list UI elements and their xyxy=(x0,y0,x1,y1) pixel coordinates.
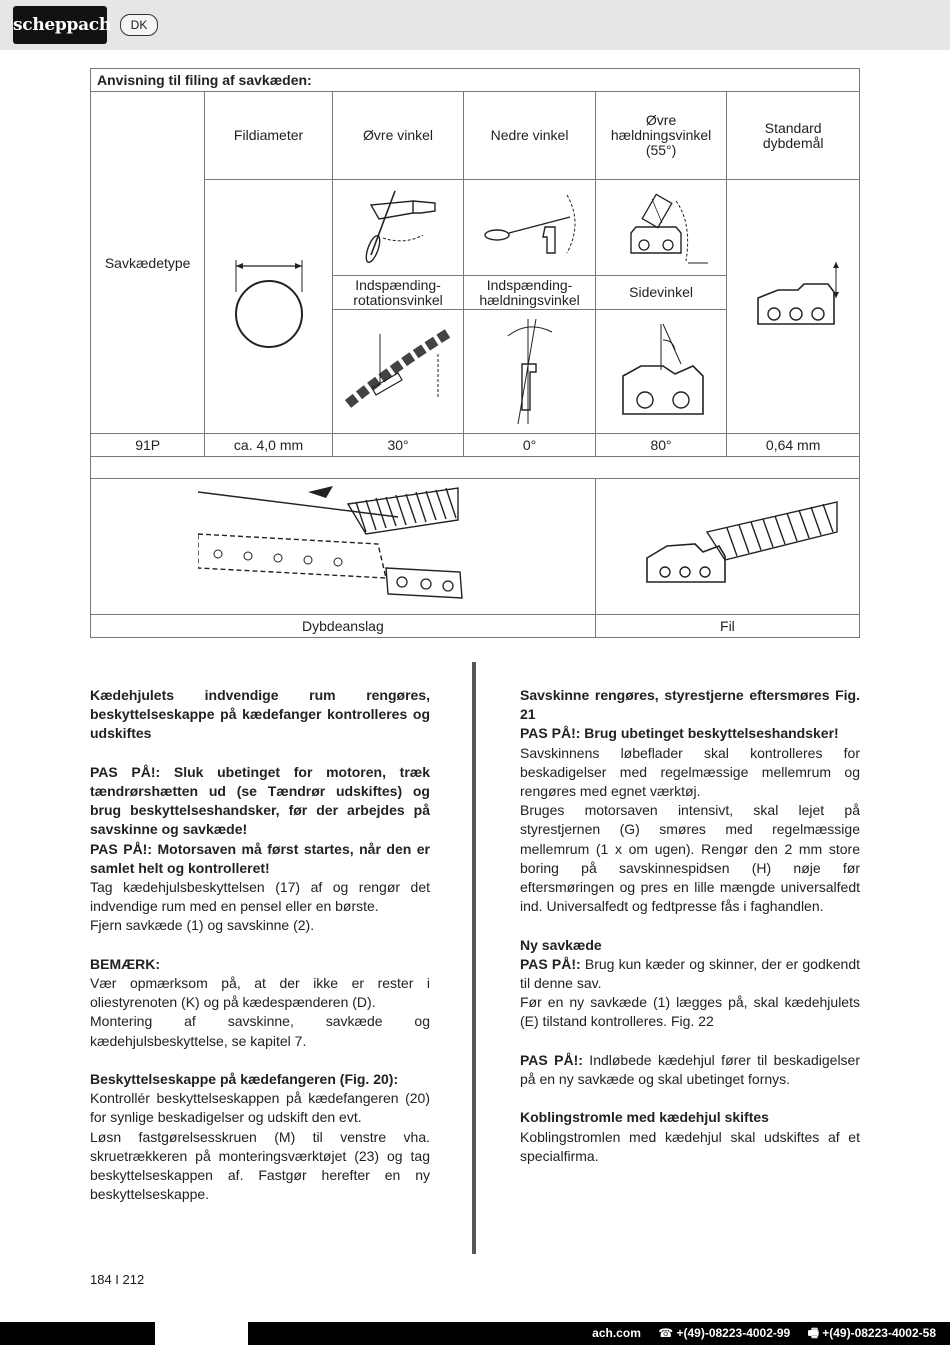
paragraph-spacer xyxy=(90,936,430,955)
warning-lead: PAS PÅ!: xyxy=(520,1051,583,1068)
file-caption: Fil xyxy=(595,615,859,638)
file-tilt-illustration xyxy=(475,183,585,273)
footer-bar xyxy=(0,1322,950,1345)
footer-block-left xyxy=(0,1322,155,1345)
col-header-file-diameter: Fildiameter xyxy=(205,92,332,180)
paragraph xyxy=(520,955,860,993)
footer-fax: 🖷 +(49)-08223-4002-58 xyxy=(807,1326,936,1340)
paragraph-spacer xyxy=(520,1089,860,1108)
paragraph: Ny savkæde xyxy=(520,936,602,953)
value-lower-angle: 0° xyxy=(464,434,596,457)
value-tilt-angle: 80° xyxy=(595,434,727,457)
paragraph-spacer xyxy=(520,1032,860,1051)
paragraph-text: Indløbede kædehjul fører til beskadigelser på en ny savkæde og skal ubetinget fornys. xyxy=(520,1051,860,1088)
paragraph: PAS PÅ!: Brug ubetinget beskyttelseshandsker! xyxy=(520,725,839,742)
footer-contact xyxy=(248,1322,950,1345)
paragraph: Tag kædehjulsbeskyttelsen (17) af og rengør det indvendige rum med en pensel eller en børste. xyxy=(90,879,430,915)
sub-header-tilt-angle: Indspænding-hældningsvinkel xyxy=(464,276,596,310)
chain-type-label: Savkædetype xyxy=(91,92,205,434)
file-figure xyxy=(595,479,859,615)
depth-gauge-figure xyxy=(727,180,860,434)
paragraph: Savskinnens løbeflader skal kontrolleres for beskadigelser med regelmæssige mellemrum og rengøres med egnet værktøj. xyxy=(520,744,860,800)
paragraph: Før en ny savkæde (1) lægges på, skal kædehjulets (E) tilstand kontrolleres. Fig. 22 xyxy=(520,994,860,1030)
paragraph: Kontrollér beskyttelseskappen på kædefangeren (20) for synlige beskadigelser og udskift den evt. xyxy=(90,1090,430,1126)
value-file-diameter: ca. 4,0 mm xyxy=(205,434,332,457)
side-angle-figure xyxy=(595,310,727,434)
tilt-position-figure xyxy=(464,310,596,434)
paragraph-spacer xyxy=(520,916,860,935)
paragraph-spacer xyxy=(90,1051,430,1070)
paragraph: Kædehjulets indvendige rum rengøres, beskyttelseskappe på kædefanger kontrolleres og udskiftes xyxy=(90,687,430,742)
depth-stop-illustration xyxy=(198,482,488,612)
upper-angle-figure xyxy=(332,180,464,276)
col-header-lower-angle: Nedre vinkel xyxy=(464,92,596,180)
left-text-column xyxy=(90,686,430,1204)
paragraph: Montering af savskinne, savkæde og kædehjulsbeskyttelse, se kapitel 7. xyxy=(90,1013,430,1049)
footer-website: ach.com xyxy=(592,1326,641,1340)
paragraph xyxy=(520,1051,860,1089)
header-band xyxy=(0,0,950,50)
rotation-angle-figure xyxy=(332,310,464,434)
paragraph: PAS PÅ!: Sluk ubetinget for motoren, træk tændrørshætten ud (se Tændrør udskiftes) og brug beskyttelseshandsker, før der arbejdes på savskinne og savkæde! xyxy=(90,763,430,838)
sub-header-rotation-angle: Indspænding-rotationsvinkel xyxy=(332,276,464,310)
value-chain-type: 91P xyxy=(91,434,205,457)
depth-stop-caption: Dybdeanslag xyxy=(91,615,596,638)
value-depth-gauge: 0,64 mm xyxy=(727,434,860,457)
depth-stop-figure xyxy=(91,479,596,615)
file-on-tooth-illustration xyxy=(607,482,847,612)
sub-header-side-angle: Sidevinkel xyxy=(595,276,727,310)
col-header-upper-angle: Øvre vinkel xyxy=(332,92,464,180)
chain-rotation-illustration xyxy=(338,314,458,429)
brand-logo xyxy=(13,6,111,44)
paragraph: Fjern savkæde (1) og savskinne (2). xyxy=(90,917,315,934)
file-circle-illustration xyxy=(214,252,324,362)
column-divider xyxy=(472,662,476,1254)
paragraph: Vær opmærksom på, at der ikke er rester i oliestyrenoten (K) og på kædespænderen (D). xyxy=(90,975,430,1011)
tilt-angle-figure xyxy=(595,180,727,276)
paragraph: Koblingstromlen med kædehjul skal udskiftes af et specialfirma. xyxy=(520,1128,860,1164)
paragraph: Bruges motorsaven intensivt, skal lejet på styrestjernen (G) smøres med regelmæssige mellemrum (1 x om ugen). Rengør den 2 mm store boring på savskinnespidsen (H) nøje før eftersmøringen og pres en lille mængde universalfedt ind. Universalfedt og fedtpresse fås i faghandlen. xyxy=(520,802,860,915)
file-diameter-figure xyxy=(205,180,332,434)
file-angle-illustration xyxy=(343,183,453,273)
col-header-upper-tilt-angle: Øvre hældningsvinkel (55°) xyxy=(595,92,727,180)
paragraph: PAS PÅ!: Motorsaven må først startes, når den er samlet helt og kontrolleret! xyxy=(90,840,430,876)
paragraph: Koblingstromle med kædehjul skiftes xyxy=(520,1109,769,1126)
chain-tilt-illustration xyxy=(470,314,590,429)
right-text-column xyxy=(520,686,860,1166)
paragraph-text: Brug kun kæder og skinner, der er godkendt til denne sav. xyxy=(520,955,860,992)
depth-gauge-illustration xyxy=(738,252,848,362)
page-number: 184 I 212 xyxy=(90,1272,145,1287)
paragraph: Beskyttelseskappe på kædefangeren (Fig. 20): xyxy=(90,1071,399,1088)
table-spacer-row xyxy=(91,457,860,479)
value-upper-angle: 30° xyxy=(332,434,464,457)
col-header-depth-gauge: Standard dybdemål xyxy=(727,92,860,180)
paragraph: BEMÆRK: xyxy=(90,955,160,972)
paragraph-spacer xyxy=(90,744,430,763)
footer-phone: ☎ +(49)-08223-4002-99 xyxy=(658,1326,791,1340)
paragraph: Savskinne rengøres, styrestjerne eftersmøres Fig. 21 xyxy=(520,687,860,723)
table-title: Anvisning til filing af savkæden: xyxy=(91,69,860,92)
side-angle-illustration xyxy=(601,314,721,429)
lower-angle-figure xyxy=(464,180,596,276)
file-tooth-illustration xyxy=(606,183,716,273)
brand-logo-text: scheppach xyxy=(13,15,111,35)
paragraph: Løsn fastgørelsesskruen (M) til venstre vha. skruetrækkeren på monteringsværktøjet (23) og tag beskyttelseskappen af. Fastgør herefter en ny beskyttelseskappe. xyxy=(90,1128,430,1203)
filing-instruction-table xyxy=(90,68,860,638)
warning-lead: PAS PÅ!: xyxy=(520,955,581,972)
language-badge: DK xyxy=(120,14,158,36)
